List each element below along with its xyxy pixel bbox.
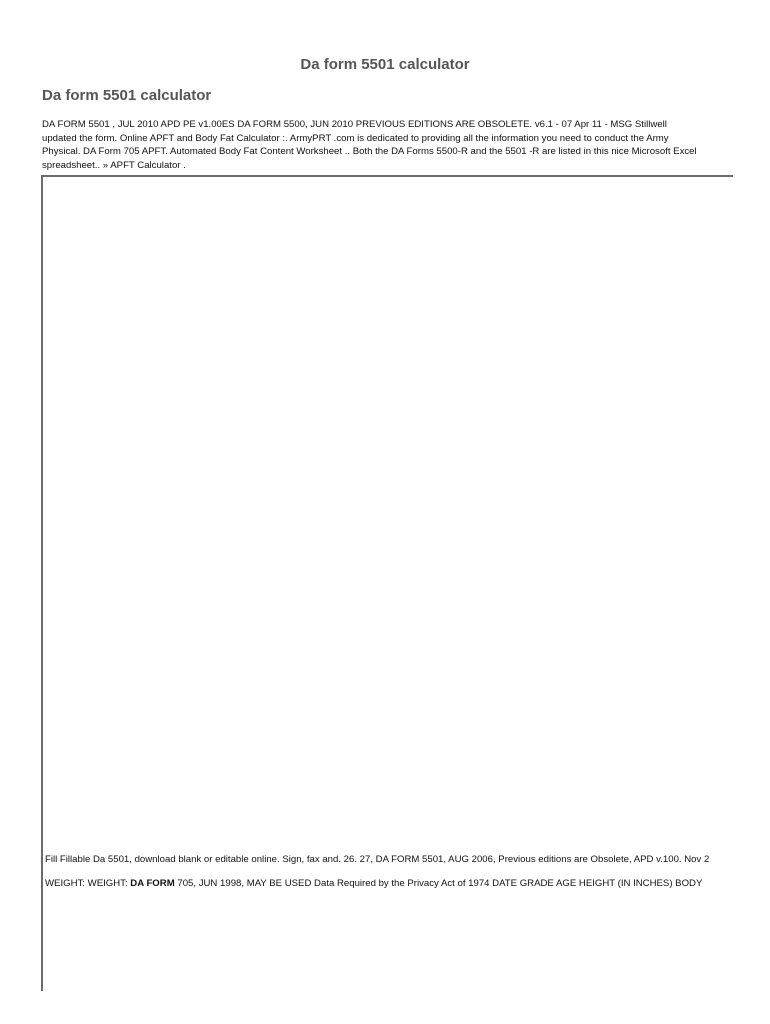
snippet-prefix: WEIGHT: WEIGHT: [45, 878, 131, 889]
embedded-frame [41, 175, 733, 991]
snippet-text [45, 878, 733, 890]
page-title: Da form 5501 calculator [300, 56, 470, 73]
snippet-text: Fill Fillable Da 5501, download blank or editable online. Sign, fax and. 26. 27, DA FORM 5501, AUG 2006, Previous editions are Obsolete, APD v.100. Nov 2 [45, 854, 710, 865]
section-heading: Da form 5501 calculator [42, 87, 212, 104]
snippet-suffix: 705, JUN 1998, MAY BE USED Data Required by the Privacy Act of 1974 DATE GRADE AGE HEIGHT (IN INCHES) BODY [174, 878, 703, 889]
intro-paragraph: DA FORM 5501 , JUL 2010 APD PE v1.00ES DA FORM 5500, JUN 2010 PREVIOUS EDITIONS ARE OBSOLETE. v6.1 - 07 Apr 11 - MSG Stillwell updated the form. Online APFT and Body Fat Calculator :. ArmyPRT .com is dedicated to providing all the information you need to conduct the Army Physical. DA Form 705 APFT. Automated Body Fat Content Worksheet .. Both the DA Forms 5500-R and the 5501 -R are listed in this nice Microsoft Excel spreadsheet.. » APFT Calculator . [42, 119, 697, 171]
snippet-bold-term: DA FORM [130, 878, 175, 889]
